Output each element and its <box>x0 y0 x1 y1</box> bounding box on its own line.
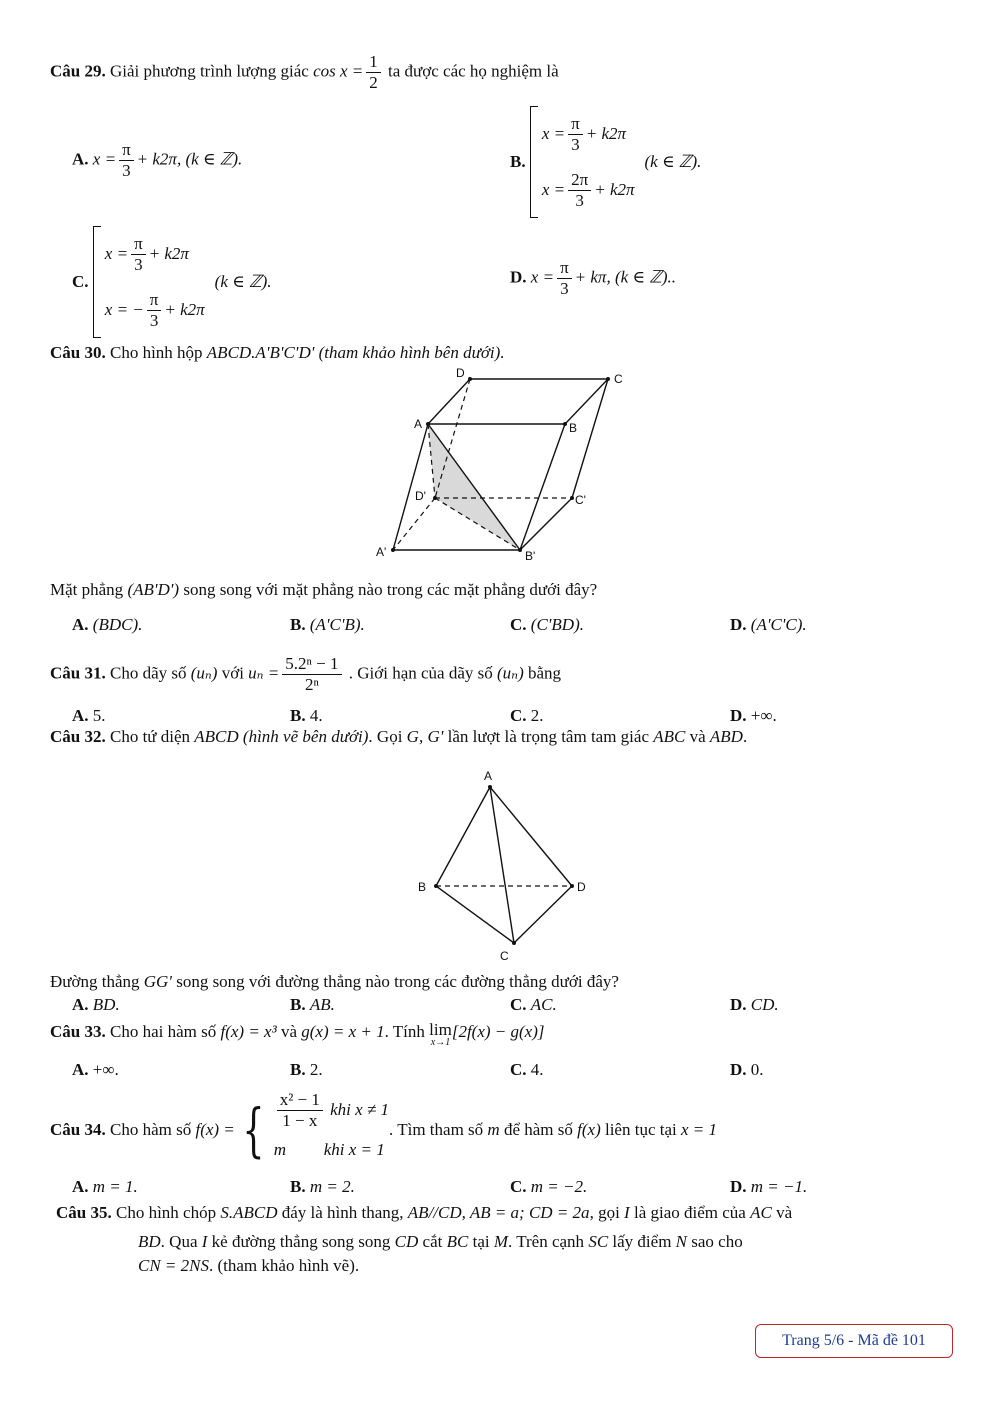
q29-b-r2-den: 3 <box>575 190 584 210</box>
q31-den: 2ⁿ <box>304 675 319 694</box>
q29-c-r2-pre: x = − <box>104 300 144 319</box>
q35-line-3: CN = 2NS. (tham khảo hình vẽ). <box>138 1256 360 1275</box>
q35-label: Câu 35. <box>56 1203 112 1222</box>
q29-c-r1-post: + k2π <box>148 244 189 263</box>
q29-option-a[interactable] <box>72 140 242 181</box>
q34-label: Câu 34. <box>50 1120 106 1139</box>
q33-label: Câu 33. <box>50 1022 106 1041</box>
q29-d-post: + kπ, (k ∈ ℤ).. <box>574 267 677 287</box>
q31-option-d[interactable]: D. +∞. <box>730 706 777 725</box>
q32-label: Câu 32. <box>50 727 106 746</box>
q32-stem: Câu 32. Cho tứ diện ABCD (hình vẽ bên dưới). Gọi G, G' lần lượt là trọng tâm tam giác ABC và ABD. <box>50 727 748 746</box>
q33-option-a[interactable]: A. +∞. <box>72 1060 119 1079</box>
q34-option-d[interactable]: D. m = −1. <box>730 1177 808 1196</box>
q29-d-num: π <box>557 258 572 279</box>
label-b1: B' <box>525 549 536 563</box>
label-c: C <box>500 949 509 963</box>
q30-option-d[interactable]: D. (A'C'C). <box>730 615 807 634</box>
q29-c-r1-pre: x = <box>104 244 129 263</box>
q33-lim: lim <box>429 1020 452 1039</box>
q32-question: Đường thẳng GG' song song với đường thẳng nào trong các đường thẳng dưới đây? <box>50 972 619 991</box>
q30-question <box>50 580 597 600</box>
q31-option-b[interactable]: B. 4. <box>290 706 323 725</box>
q30-q-text-a: Mặt phẳng <box>50 580 124 599</box>
q29-c-r1-num: π <box>131 234 146 255</box>
q33-lim-sub: x→1 <box>430 1037 451 1048</box>
q34-option-a[interactable]: A. m = 1. <box>72 1177 138 1196</box>
q32-option-a[interactable]: A. BD. <box>72 995 120 1014</box>
q29-c-tail: (k ∈ ℤ). <box>214 272 272 291</box>
q29-b-tail: (k ∈ ℤ). <box>644 152 702 171</box>
q29-b-r2-num: 2π <box>568 170 591 191</box>
q29-d-den: 3 <box>560 279 569 298</box>
q30-option-b[interactable]: B. (A'C'B). <box>290 615 365 634</box>
q29-option-d[interactable] <box>510 258 676 299</box>
page-footer-badge: Trang 5/6 - Mã đề 101 <box>755 1324 953 1358</box>
q29-label: Câu 29. <box>50 61 106 81</box>
q32-option-d[interactable]: D. CD. <box>730 995 779 1014</box>
q31-option-c[interactable]: C. 2. <box>510 706 544 725</box>
q30-text-a: Cho hình hộp <box>109 343 203 362</box>
q29-b-r1-post: + k2π <box>585 124 627 143</box>
q29-text-b: ta được các họ nghiệm là <box>388 61 559 81</box>
q29-c-r1-den: 3 <box>134 254 143 274</box>
q29-text-a: Giải phương trình lượng giác <box>109 61 309 81</box>
q33-option-d[interactable]: D. 0. <box>730 1060 764 1079</box>
q29-a-den: 3 <box>122 161 131 180</box>
q29-c-label: C. <box>72 272 89 291</box>
q32-option-b[interactable]: B. AB. <box>290 995 335 1014</box>
q30-parallelepiped-figure <box>360 362 640 572</box>
q29-b-r1-num: π <box>568 114 583 135</box>
q34-option-b[interactable]: B. m = 2. <box>290 1177 355 1196</box>
q30-note: (tham khảo hình bên dưới). <box>318 343 505 362</box>
q35-line-2: BD. Qua I kẻ đường thẳng song song CD cắt BC tại M. Trên cạnh SC lấy điểm N sao cho <box>138 1232 743 1251</box>
q29-stem <box>50 52 559 93</box>
q35-line-1: Câu 35. Cho hình chóp S.ABCD đáy là hình thang, AB//CD, AB = a; CD = 2a, gọi I là giao điểm của AC và <box>56 1203 793 1222</box>
q31-num: 5.2ⁿ − 1 <box>282 654 341 675</box>
q32-tetrahedron-figure <box>400 760 600 965</box>
q29-a-label: A. <box>72 149 89 169</box>
q29-option-c[interactable] <box>72 226 272 338</box>
q30-q-math: (AB'D') <box>127 580 180 599</box>
q30-option-a[interactable]: A. (BDC). <box>72 615 143 634</box>
q29-b-label: B. <box>510 152 526 171</box>
q29-c-r2-post: + k2π <box>164 300 205 319</box>
q29-eq-num: 1 <box>366 52 381 73</box>
label-b: B <box>418 880 427 894</box>
q33-option-c[interactable]: C. 4. <box>510 1060 544 1079</box>
q29-eq-lhs: cos x = <box>313 61 364 81</box>
q29-c-r2-den: 3 <box>149 310 159 330</box>
q30-math: ABCD.A'B'C'D' <box>206 343 315 362</box>
q30-option-c[interactable]: C. (C'BD). <box>510 615 584 634</box>
q34-stem: Câu 34. Cho hàm số f(x) = { $\frac{\text{x² − 1}}{1 - x}$ khi x ≠ 1 m khi x = 1 . Tìm tham số m để hàm số f(x) liên tục tại x = 1 <box>50 1089 718 1164</box>
q31-option-a[interactable]: A. 5. <box>72 706 106 725</box>
label-d: D <box>456 366 465 380</box>
q34-option-c[interactable]: C. m = −2. <box>510 1177 588 1196</box>
q32-option-c[interactable]: C. AC. <box>510 995 557 1014</box>
q33-stem: Câu 33. Cho hai hàm số f(x) = x³ và g(x) = x + 1. Tính lim x→1 [2f(x) − g(x)] <box>50 1020 545 1048</box>
q29-b-r1-pre: x = <box>541 124 566 143</box>
label-d: D <box>577 880 586 894</box>
label-c: C <box>614 372 623 386</box>
q30-stem <box>50 343 505 363</box>
q33-option-b[interactable]: B. 2. <box>290 1060 323 1079</box>
q29-a-pre: x = <box>92 149 117 169</box>
q31-label: Câu 31. <box>50 663 106 683</box>
q30-label: Câu 30. <box>50 343 106 362</box>
q30-q-text-b: song song với mặt phẳng nào trong các mặt phẳng dưới đây? <box>183 580 598 599</box>
q29-a-num: π <box>119 140 134 161</box>
label-b: B <box>569 421 578 435</box>
label-a: A <box>414 417 423 431</box>
label-c1: C' <box>575 493 586 507</box>
q31-stem: Câu 31. Cho dãy số (uₙ) với uₙ = $\frac{\text{5.2ⁿ − 1}}{\text{2ⁿ}}$ . Giới hạn của dãy số (uₙ) bằng <box>50 654 562 694</box>
q29-d-pre: x = <box>530 267 555 287</box>
q29-a-post: + k2π, (k ∈ ℤ). <box>136 149 243 169</box>
q29-b-r2-post: + k2π <box>594 180 635 199</box>
label-a1: A' <box>376 545 387 559</box>
q29-b-r1-den: 3 <box>571 134 580 154</box>
q29-d-label: D. <box>510 267 527 287</box>
q29-c-r2-num: π <box>147 290 162 311</box>
q29-b-r2-pre: x = <box>541 180 566 199</box>
label-a: A <box>484 769 493 783</box>
q29-option-b[interactable] <box>510 106 701 218</box>
label-d1: D' <box>415 489 426 503</box>
q29-eq-den: 2 <box>369 73 378 92</box>
